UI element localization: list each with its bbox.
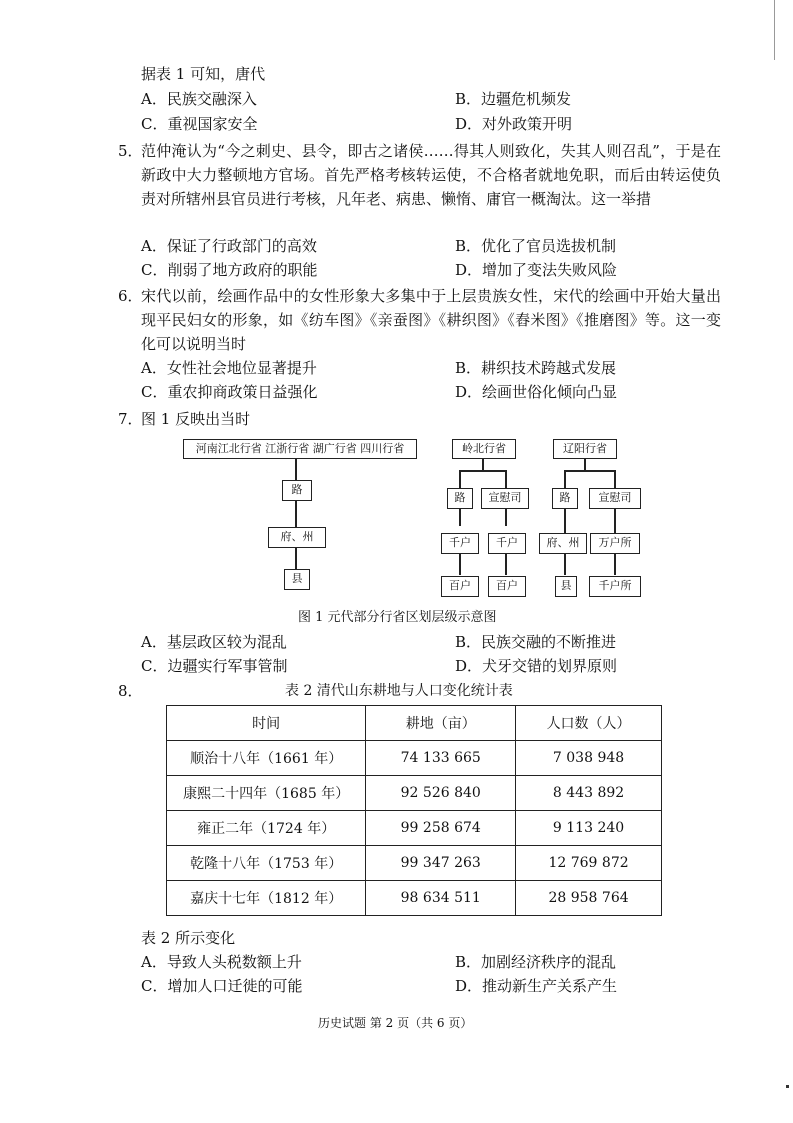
q6-option-a: A．女性社会地位显著提升	[141, 359, 317, 377]
figure-box-xian: 县	[555, 576, 577, 597]
connector-line	[459, 554, 461, 575]
page-footer: 历史试题 第 2 页（共 6 页）	[318, 1016, 473, 1030]
q7-option-b: B．民族交融的不断推进	[455, 633, 617, 651]
connector-line	[459, 509, 461, 526]
figure-box-four-provinces: 河南江北行省 江浙行省 湖广行省 四川行省	[183, 439, 417, 459]
scan-dot-mark	[786, 1085, 789, 1088]
table-cell: 74 133 665	[366, 741, 516, 776]
q8-option-a: A．导致人头税数额上升	[141, 953, 302, 971]
q7-option-c: C．边疆实行军事管制	[141, 657, 288, 675]
figure-box-qianhusuo: 千户所	[589, 576, 641, 597]
q4-option-d: D．对外政策开明	[455, 115, 573, 133]
connector-line	[564, 470, 566, 488]
figure-box-fu-zhou: 府、州	[539, 533, 587, 554]
q5-stem: 范仲淹认为“今之刺史、县令，即古之诸侯……得其人则致化，失其人则召乱”，于是在新政中大力整顿地方官场。首先严格考核转运使，不合格者就地免职，而后由转运使负责对所辖州县官员进行考核，凡年老、病患、懒惰、庸官一概淘汰。这一举措	[141, 142, 721, 208]
figure-box-xuanweisi: 宣慰司	[589, 488, 641, 509]
table-cell: 顺治十八年（1661 年）	[167, 741, 366, 776]
q4-option-b: B．边疆危机频发	[455, 90, 572, 108]
figure-box-lu: 路	[282, 480, 312, 501]
figure-box-xuanweisi: 宣慰司	[481, 488, 529, 509]
table-cell: 8 443 892	[516, 776, 662, 811]
connector-line	[614, 554, 616, 575]
connector-line	[459, 470, 461, 488]
table-row	[167, 776, 662, 811]
q5-option-c: C．削弱了地方政府的职能	[141, 261, 318, 279]
figure-caption: 图 1 元代部分行省区划层级示意图	[298, 610, 497, 625]
figure-box-qianhu: 千户	[441, 533, 479, 554]
table-cell: 92 526 840	[366, 776, 516, 811]
table-cell: 康熙二十四年（1685 年）	[167, 776, 366, 811]
table-cell: 嘉庆十七年（1812 年）	[167, 881, 366, 916]
connector-line	[584, 459, 586, 470]
q6-stem: 宋代以前，绘画作品中的女性形象大多集中于上层贵族女性，宋代的绘画中开始大量出现平民妇女的形象，如《纺车图》《亲蚕图》《耕织图》《舂米图》《推磨图》等。这一变化可以说明当时	[141, 287, 721, 353]
table-cell: 99 258 674	[366, 811, 516, 846]
figure-box-baihu: 百户	[441, 576, 479, 597]
table-row	[167, 811, 662, 846]
q8-option-b: B．加剧经济秩序的混乱	[455, 953, 617, 971]
connector-line	[459, 470, 506, 472]
table-cell: 7 038 948	[516, 741, 662, 776]
scan-edge-mark	[774, 0, 775, 60]
connector-line	[564, 509, 566, 533]
figure-box-fu-zhou: 府、州	[268, 527, 326, 548]
q7-number: 7．	[118, 410, 143, 428]
q6-option-c: C．重农抑商政策日益强化	[141, 383, 318, 401]
q4-stem-tail: 据表 1 可知，唐代	[141, 65, 266, 83]
figure-box-lu: 路	[447, 488, 473, 509]
table-header-cell: 时间	[167, 706, 366, 741]
figure-box-wanhusuo: 万户所	[590, 533, 640, 554]
q8-option-d: D．推动新生产关系产生	[455, 977, 618, 995]
population-farmland-table	[166, 705, 662, 916]
connector-line	[295, 548, 297, 569]
connector-line	[564, 470, 615, 472]
q8-option-c: C．增加人口迁徙的可能	[141, 977, 303, 995]
q7-option-d: D．犬牙交错的划界原则	[455, 657, 618, 675]
q4-option-a: A．民族交融深入	[141, 90, 257, 108]
table-header-cell: 人口数（人）	[516, 706, 662, 741]
figure-box-qianhu: 千户	[488, 533, 526, 554]
table-title: 表 2 清代山东耕地与人口变化统计表	[285, 683, 513, 699]
table-row	[167, 741, 662, 776]
q5-option-d: D．增加了变法失败风险	[455, 261, 618, 279]
table-cell: 28 958 764	[516, 881, 662, 916]
table-cell: 乾隆十八年（1753 年）	[167, 846, 366, 881]
figure-box-liaoyang: 辽阳行省	[553, 439, 617, 459]
q4-option-c: C．重视国家安全	[141, 115, 258, 133]
q5-number: 5．	[118, 142, 143, 160]
connector-line	[295, 459, 297, 480]
table-row	[167, 846, 662, 881]
q7-option-a: A．基层政区较为混乱	[141, 633, 287, 651]
figure-box-xian: 县	[284, 569, 310, 590]
table-cell: 99 347 263	[366, 846, 516, 881]
figure-box-lingbei: 岭北行省	[452, 439, 516, 459]
connector-line	[295, 501, 297, 527]
table-row	[167, 881, 662, 916]
connector-line	[614, 509, 616, 533]
connector-line	[614, 470, 616, 488]
connector-line	[505, 470, 507, 488]
q5-option-b: B．优化了官员选拔机制	[455, 237, 617, 255]
q6-option-b: B．耕织技术跨越式发展	[455, 359, 617, 377]
connector-line	[505, 509, 507, 526]
table-cell: 98 634 511	[366, 881, 516, 916]
connector-line	[482, 459, 484, 470]
q8-stem: 表 2 所示变化	[141, 929, 236, 947]
table-cell: 9 113 240	[516, 811, 662, 846]
connector-line	[505, 554, 507, 575]
q6-number: 6．	[118, 287, 143, 305]
table-header-cell: 耕地（亩）	[366, 706, 516, 741]
table-header-row	[167, 706, 662, 741]
q5-option-a: A．保证了行政部门的高效	[141, 237, 317, 255]
q6-option-d: D．绘画世俗化倾向凸显	[455, 383, 618, 401]
connector-line	[564, 554, 566, 575]
q8-number: 8．	[118, 682, 143, 700]
table-cell: 雍正二年（1724 年）	[167, 811, 366, 846]
q7-stem: 图 1 反映出当时	[141, 410, 251, 428]
figure-box-baihu: 百户	[488, 576, 526, 597]
figure-box-lu: 路	[552, 488, 578, 509]
table-cell: 12 769 872	[516, 846, 662, 881]
